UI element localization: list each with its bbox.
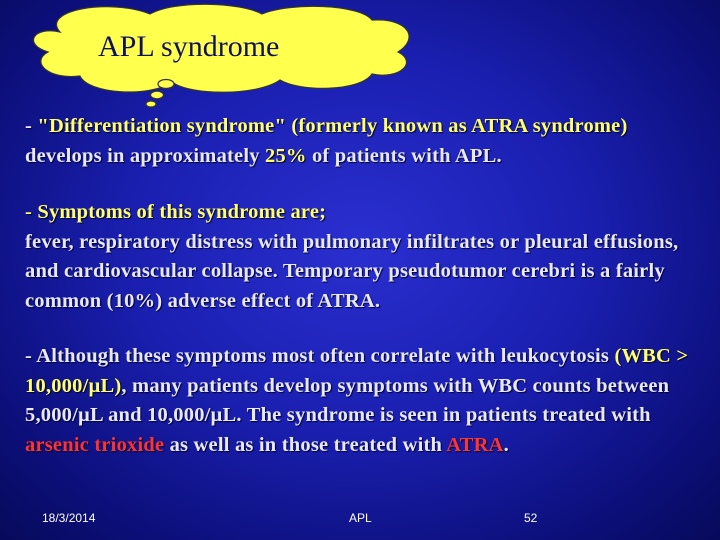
p1-end: of patients with APL.	[306, 144, 502, 167]
p3-mid2: as well as in those treated with	[164, 433, 447, 456]
footer-date: 18/3/2014	[42, 511, 96, 525]
paragraph-symptoms	[25, 198, 705, 316]
footer-page-number: 52	[524, 511, 538, 525]
footer-title: APL	[349, 511, 372, 525]
p1-dash: -	[25, 115, 38, 137]
p3-atra: ATRA	[446, 433, 504, 456]
p3-end: .	[503, 433, 509, 456]
p3-mid: , many patients develop symptoms with WBC counts between 5,000/µL and 10,000/µL. The syndrome is seen in patients treated with	[25, 374, 670, 426]
p3-arsenic: arsenic trioxide	[25, 433, 165, 456]
p3-start: - Although these symptoms most often correlate with leukocytosis	[25, 345, 615, 367]
p1-mid: develops in approximately	[25, 144, 266, 167]
paragraph-differentiation	[25, 112, 705, 171]
p1-term: "Differentiation syndrome" (formerly known as ATRA syndrome)	[37, 115, 628, 137]
p2-body: fever, respiratory distress with pulmonary infiltrates or pleural effusions, and cardiovascular collapse. Temporary pseudotumor cerebri is a fairly common (10%) adverse effect of ATRA.	[25, 230, 679, 312]
paragraph-leukocytosis	[25, 342, 705, 460]
p2-heading: - Symptoms of this syndrome are;	[25, 201, 327, 223]
p1-percent: 25%	[265, 144, 307, 167]
p3-wbc: (WBC > 10,000/µL)	[25, 345, 689, 397]
slide-title: APL syndrome	[98, 30, 280, 63]
